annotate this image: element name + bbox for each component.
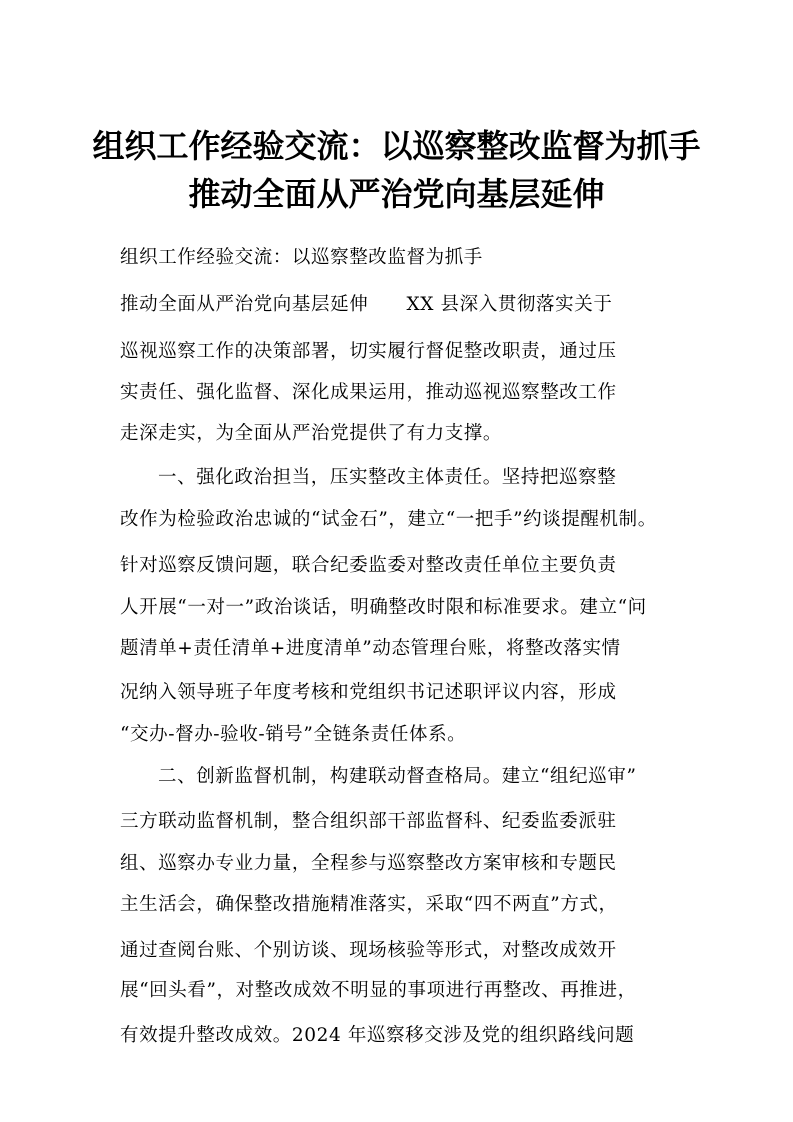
body-line: 组织工作经验交流：以巡察整改监督为抓手 bbox=[120, 247, 483, 268]
body-line: 改作为检验政治忠诚的“试金石”，建立“一把手”约谈提醒机制。 bbox=[120, 509, 657, 530]
body-line: 走深走实，为全面从严治党提供了有力支撑。 bbox=[120, 423, 503, 444]
body-line: 题清单+责任清单+进度清单”动态管理台账，将整改落实情 bbox=[120, 638, 621, 659]
body-line: 实责任、强化监督、深化成果运用，推动巡视巡察整改工作 bbox=[120, 382, 617, 403]
body-line: 巡视巡察工作的决策部署，切实履行督促整改职责，通过压 bbox=[120, 341, 617, 362]
body-line: 二、创新监督机制，构建联动督查格局。建立“组纪巡审” bbox=[158, 766, 637, 787]
body-line: 有效提升整改成效。2024 年巡察移交涉及党的组织路线问题 bbox=[120, 1025, 635, 1046]
body-line: 一、强化政治担当，压实整改主体责任。坚持把巡察整 bbox=[158, 467, 617, 488]
body-line: 通过查阅台账、个别访谈、现场核验等形式，对整改成效开 bbox=[120, 940, 617, 961]
body-line: 展“回头看”，对整改成效不明显的事项进行再整改、再推进， bbox=[120, 980, 637, 1001]
body-line: 主生活会，确保整改措施精准落实，采取“四不两直”方式， bbox=[120, 894, 618, 915]
body-line: “交办-督办-验收-销号”全链条责任体系。 bbox=[120, 724, 467, 745]
document-title-line-1: 组织工作经验交流：以巡察整改监督为抓手 bbox=[92, 127, 701, 165]
body-line: 三方联动监督机制，整合组织部干部监督科、纪委监委派驻 bbox=[120, 811, 617, 832]
document-title-line-2: 推动全面从严治党向基层延伸 bbox=[188, 175, 605, 213]
body-line: 推动全面从严治党向基层延伸 XX 县深入贯彻落实关于 bbox=[120, 294, 613, 315]
body-line: 针对巡察反馈问题，联合纪委监委对整改责任单位主要负责 bbox=[120, 555, 617, 576]
body-line: 况纳入领导班子年度考核和党组织书记述职评议内容，形成 bbox=[120, 682, 617, 703]
body-line: 组、巡察办专业力量，全程参与巡察整改方案审核和专题民 bbox=[120, 853, 617, 874]
body-line: 人开展“一对一”政治谈话，明确整改时限和标准要求。建立“问 bbox=[120, 597, 647, 618]
